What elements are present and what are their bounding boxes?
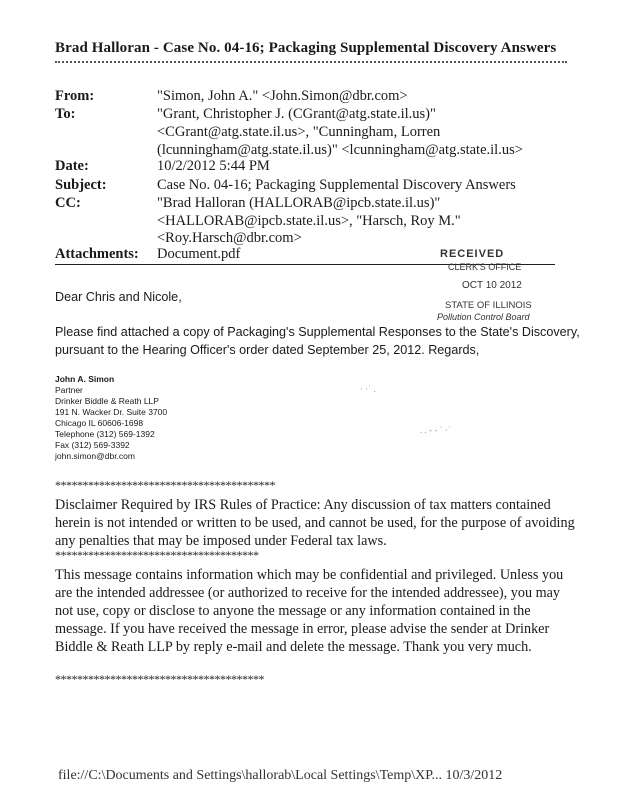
confidentiality-notice: This message contains information which may be confidential and privileged. Unless you are the intended addressee (or authorized to receive for the intended addressee), you may not use, copy or disclose to anyone the message or any information contained in the message. If you have received the message in error, please advise the sender at Drinker Biddle & Reath LLP by reply e-mail and delete the message. Thank you very much. xyxy=(55,567,564,655)
to-line: "Grant, Christopher J. (CGrant@atg.state.il.us)" xyxy=(157,106,436,122)
body-line: pursuant to the Hearing Officer's order dated September 25, 2012. Regards, xyxy=(55,343,480,357)
date-label: Date: xyxy=(55,158,89,174)
cc-line: <Roy.Harsch@dbr.com> xyxy=(157,230,302,246)
scan-artifact: · ·˙ . xyxy=(360,384,376,394)
signature-name: John A. Simon xyxy=(55,374,115,384)
stamp-date: OCT 10 2012 xyxy=(462,280,522,291)
separator-stars: ************************************* xyxy=(55,548,259,562)
stamp-clerks-office: CLERK'S OFFICE xyxy=(448,262,522,272)
signature-line: Telephone (312) 569-1392 xyxy=(55,429,155,439)
cc-label: CC: xyxy=(55,195,81,211)
signature-email[interactable]: john.simon@dbr.com xyxy=(55,451,135,461)
from-value: "Simon, John A." <John.Simon@dbr.com> xyxy=(157,88,408,104)
attachment-link[interactable]: Document.pdf xyxy=(157,246,241,262)
subject-label: Subject: xyxy=(55,177,107,193)
footer-path: file://C:\Documents and Settings\hallorab\Local Settings\Temp\XP... 10/3/2012 xyxy=(58,768,503,783)
to-line: <CGrant@atg.state.il.us>, "Cunningham, Lorren xyxy=(157,124,441,140)
cc-line: "Brad Halloran (HALLORAB@ipcb.state.il.us)" xyxy=(157,195,441,211)
title-divider xyxy=(55,61,567,63)
to-line: (lcunningham@atg.state.il.us)" <lcunningham@atg.state.il.us> xyxy=(157,142,523,158)
greeting: Dear Chris and Nicole, xyxy=(55,290,182,304)
cc-line: <HALLORAB@ipcb.state.il.us>, "Harsch, Roy M." xyxy=(157,213,461,229)
subject-value: Case No. 04-16; Packaging Supplemental Discovery Answers xyxy=(157,177,516,193)
date-value: 10/2/2012 5:44 PM xyxy=(157,158,270,174)
signature-line: Drinker Biddle & Reath LLP xyxy=(55,396,159,406)
stamp-state: STATE OF ILLINOIS xyxy=(445,300,532,311)
separator-stars: ************************************** xyxy=(55,672,264,686)
disclaimer-text: Disclaimer Required by IRS Rules of Practice: Any discussion of tax matters contained herein is not intended or written to be used, and cannot be used, for the purpose of avoiding any penalties that may be imposed under Federal tax laws. xyxy=(55,497,575,549)
to-label: To: xyxy=(55,106,76,122)
document-title: Brad Halloran - Case No. 04-16; Packaging Supplemental Discovery Answers xyxy=(55,40,557,56)
signature-line: Fax (312) 569-3392 xyxy=(55,440,130,450)
signature-line: Partner xyxy=(55,385,83,395)
signature-line: 191 N. Wacker Dr. Suite 3700 xyxy=(55,407,168,417)
signature-line: Chicago IL 60606-1698 xyxy=(55,418,144,428)
body-line: Please find attached a copy of Packaging's Supplemental Responses to the State's Discovery, xyxy=(55,325,580,339)
attachments-label: Attachments: xyxy=(55,246,139,262)
scan-artifact: . . - - ˙ ·˙ xyxy=(420,425,451,435)
separator-stars: **************************************** xyxy=(55,478,275,492)
stamp-received: RECEIVED xyxy=(440,248,505,260)
from-label: From: xyxy=(55,88,95,104)
stamp-board: Pollution Control Board xyxy=(437,312,530,322)
